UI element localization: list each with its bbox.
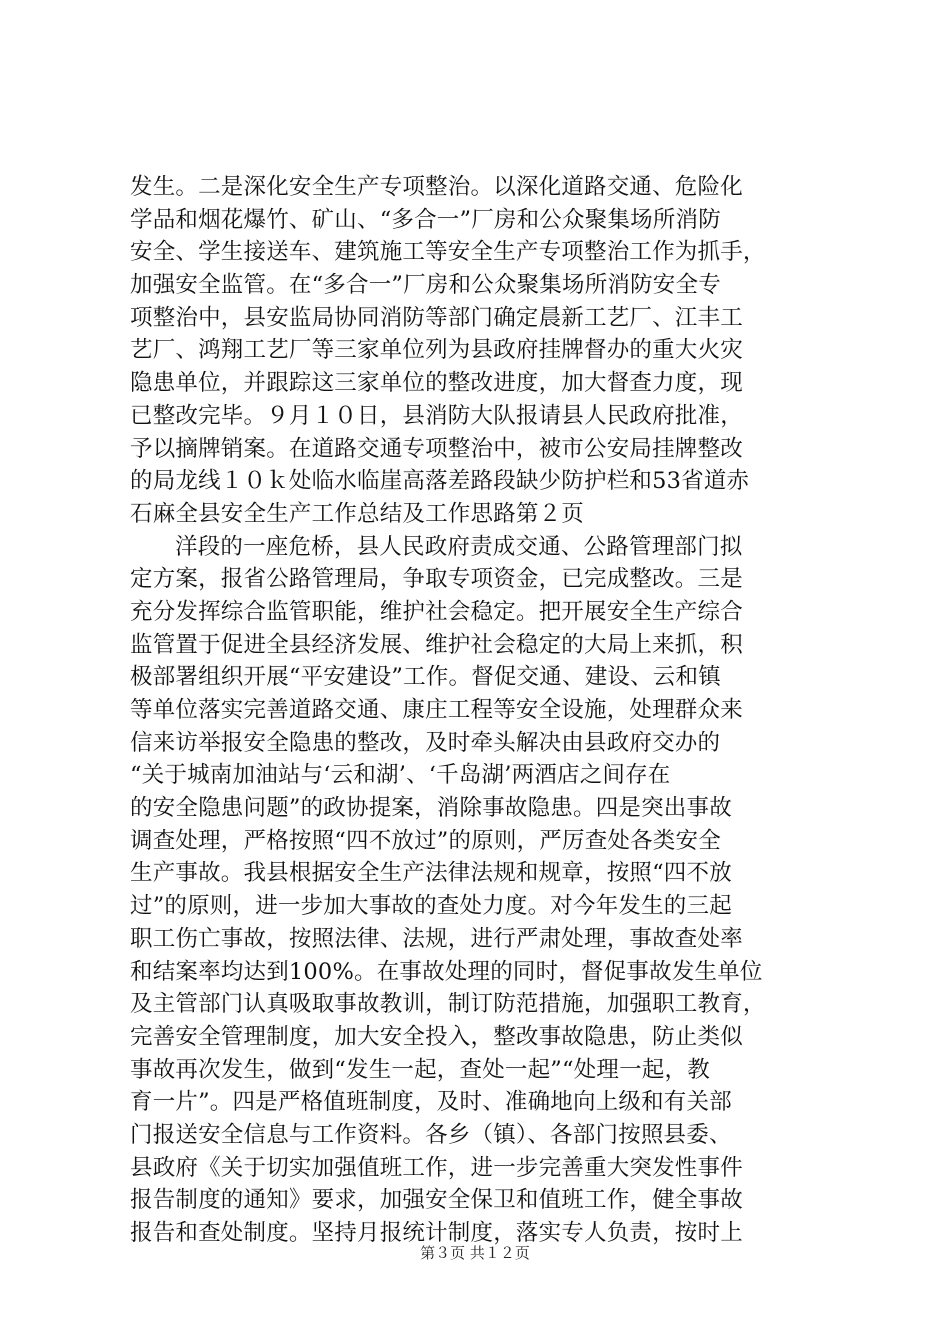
body-text [130, 171, 820, 1250]
text-line: 安全、学生接送车、建筑施工等安全生产专项整治工作为抓手， [130, 239, 766, 266]
text-line: 县政府《关于切实加强值班工作，进一步完善重大突发性事件 [130, 1154, 743, 1181]
text-line: 充分发挥综合监管职能，维护社会稳定。把开展安全生产综合 [130, 598, 743, 625]
text-line: 过”的原则，进一步加大事故的查处力度。对今年发生的三起 [130, 893, 732, 920]
text-line: 的安全隐患问题”的政协提案，消除事故隐患。四是突出事故 [130, 795, 732, 822]
text-line: 和结案率均达到100%。在事故处理的同时，督促事故发生单位 [130, 958, 763, 985]
text-line: 报告制度的通知》要求，加强安全保卫和值班工作，健全事故 [130, 1187, 743, 1214]
text-line: 监管置于促进全县经济发展、维护社会稳定的大局上来抓，积 [130, 631, 743, 658]
text-line: 定方案，报省公路管理局，争取专项资金，已完成整改。三是 [130, 566, 743, 593]
text-line: 报告和查处制度。坚持月报统计制度，落实专人负责，按时上 [130, 1220, 743, 1246]
text-line: 信来访举报安全隐患的整改，及时牵头解决由县政府交办的 [130, 729, 721, 756]
text-line: 门报送安全信息与工作资料。各乡（镇）、各部门按照县委、 [130, 1121, 732, 1148]
text-line: 生产事故。我县根据安全生产法律法规和规章，按照“四不放 [130, 860, 732, 887]
text-line: 艺厂、鸿翔工艺厂等三家单位列为县政府挂牌督办的重大火灾 [130, 337, 743, 364]
text-line: 及主管部门认真吸取事故教训，制订防范措施，加强职工教育， [130, 991, 766, 1018]
text-line: 石麻全县安全生产工作总结及工作思路第２页 [130, 500, 585, 527]
text-line: 育一片”。四是严格值班制度，及时、准确地向上级和有关部 [130, 1089, 732, 1116]
text-line: 等单位落实完善道路交通、康庄工程等安全设施，处理群众来 [130, 697, 743, 723]
text-line: 项整治中，县安监局协同消防等部门确定晨新工艺厂、江丰工 [130, 304, 743, 331]
text-line: 的局龙线１０ｋ处临水临崖高落差路段缺少防护栏和53省道赤 [130, 468, 750, 495]
text-line: 职工伤亡事故，按照法律、法规，进行严肃处理，事故查处率 [130, 925, 743, 952]
text-line: 加强安全监管。在“多合一”厂房和公众聚集场所消防安全专 [130, 272, 721, 299]
text-line: 学品和烟花爆竹、矿山、“多合一”厂房和公众聚集场所消防 [130, 206, 721, 233]
text-line: 已整改完毕。９月１０日，县消防大队报请县人民政府批准， [130, 402, 743, 429]
text-line: 完善安全管理制度，加大安全投入，整改事故隐患，防止类似 [130, 1023, 743, 1050]
text-line: 隐患单位，并跟踪这三家单位的整改进度，加大督查力度，现 [130, 370, 743, 397]
text-line: “关于城南加油站与‘云和湖’、‘千岛湖’两酒店之间存在 [130, 762, 671, 789]
text-line: 事故再次发生，做到“发生一起，查处一起”“处理一起，教 [130, 1056, 710, 1083]
paragraph-start-line: 洋段的一座危桥，县人民政府责成交通、公路管理部门拟 [175, 533, 743, 560]
page-number-footer: 第３页 共１２页 [420, 1244, 530, 1262]
text-line: 发生。二是深化安全生产专项整治。以深化道路交通、危险化 [130, 174, 743, 200]
text-line: 极部署组织开展“平安建设”工作。督促交通、建设、云和镇 [130, 664, 721, 691]
text-line: 调查处理，严格按照“四不放过”的原则，严厉查处各类安全 [130, 827, 721, 854]
text-line: 予以摘牌销案。在道路交通专项整治中，被市公安局挂牌整改 [130, 435, 743, 462]
